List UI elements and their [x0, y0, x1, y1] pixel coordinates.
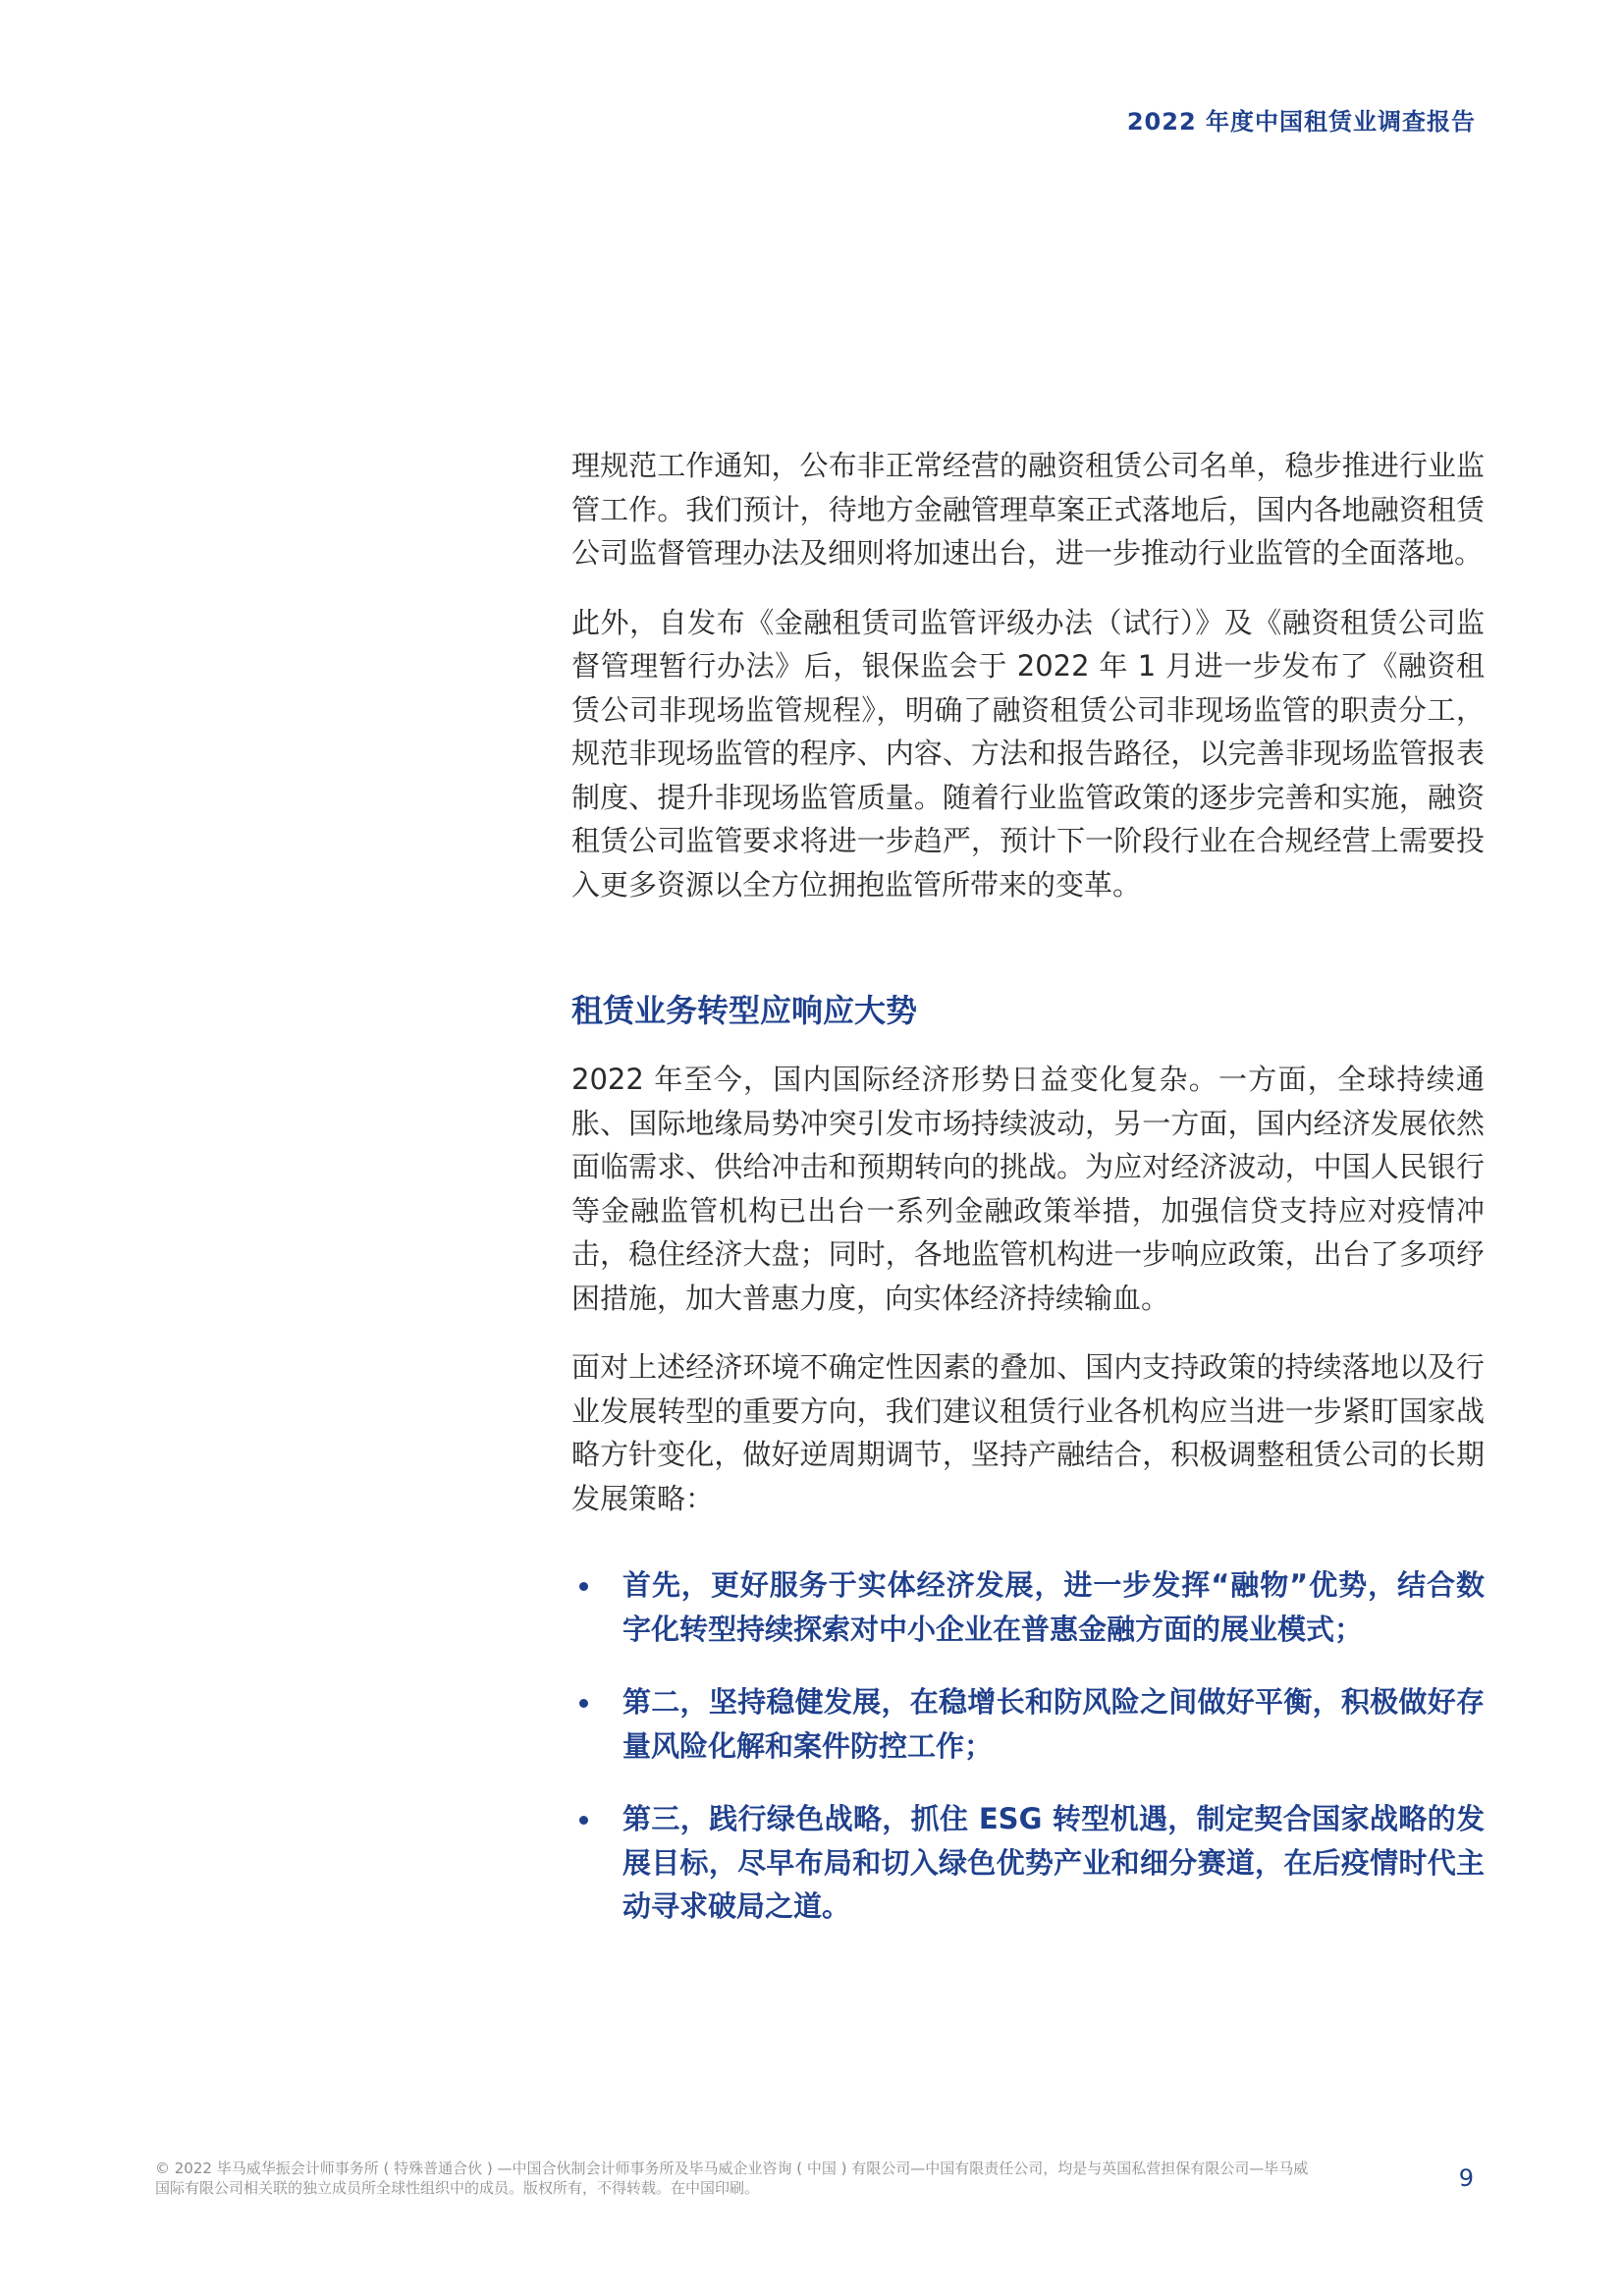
bullet-icon: [579, 1582, 588, 1591]
paragraph-economic-situation: 2022 年至今，国内国际经济形势日益变化复杂。一方面，全球持续通胀、国际地缘局势冲突引发市场持续波动，另一方面，国内经济发展依然面临需求、供给冲击和预期转向的挑战。为应对经济波动，中国人民银行等金融监管机构已出台一系列金融政策举措，加强信贷支持应对疫情冲击，稳住经济大盘；同时，各地监管机构进一步响应政策，出台了多项纾困措施，加大普惠力度，向实体经济持续输血。: [571, 1063, 1485, 1315]
list-item: [571, 1563, 1485, 1651]
bullet-icon: [579, 1699, 588, 1708]
list-item: [571, 1797, 1485, 1929]
paragraph-regulation-notice: 理规范工作通知，公布非正常经营的融资租赁公司名单，稳步推进行业监管工作。我们预计，待地方金融管理草案正式落地后，国内各地融资租赁公司监督管理办法及细则将加速出台，进一步推动行业监管的全面落地。: [571, 449, 1485, 570]
main-content: [571, 444, 1485, 1958]
bullet-icon: [579, 1816, 588, 1825]
report-title: 2022 年度中国租赁业调查报告: [1126, 108, 1476, 136]
bullet-text: 第三，践行绿色战略，抓住 ESG 转型机遇，制定契合国家战略的发展目标，尽早布局和切入绿色优势产业和细分赛道，在后疫情时代主动寻求破局之道。: [622, 1802, 1485, 1923]
copyright-footer: [155, 2159, 1432, 2198]
paragraph-offsite-supervision: 此外，自发布《金融租赁司监管评级办法（试行）》及《融资租赁公司监督管理暂行办法》后，银保监会于 2022 年 1 月进一步发布了《融资租赁公司非现场监管规程》，明确了融资租赁公司非现场监管的职责分工，规范非现场监管的程序、内容、方法和报告路径，以完善非现场监管报表制度、提升非现场监管质量。随着行业监管政策的逐步完善和实施，融资租赁公司监管要求将进一步趋严，预计下一阶段行业在合规经营上需要投入更多资源以全方位拥抱监管所带来的变革。: [571, 605, 1485, 902]
list-item: [571, 1680, 1485, 1768]
bullet-text: 第二，坚持稳健发展，在稳增长和防风险之间做好平衡，积极做好存量风险化解和案件防控工作；: [622, 1685, 1485, 1763]
copyright-line: 国际有限公司相关联的独立成员所全球性组织中的成员。版权所有，不得转载。在中国印刷。: [155, 2179, 760, 2197]
page-number: 9: [1458, 2164, 1474, 2192]
section-heading: 租赁业务转型应响应大势: [571, 992, 918, 1029]
copyright-line: © 2022 毕马威华振会计师事务所 ( 特殊普通合伙 ) —中国合伙制会计师事务所及毕马威企业咨询 ( 中国 ) 有限公司—中国有限责任公司，均是与英国私营担保有限公司—毕马威: [155, 2159, 1309, 2177]
paragraph-recommendations-intro: 面对上述经济环境不确定性因素的叠加、国内支持政策的持续落地以及行业发展转型的重要方向，我们建议租赁行业各机构应当进一步紧盯国家战略方针变化，做好逆周期调节，坚持产融结合，积极调整租赁公司的长期发展策略：: [571, 1350, 1485, 1515]
bullet-text: 首先，更好服务于实体经济发展，进一步发挥“融物”优势，结合数字化转型持续探索对中小企业在普惠金融方面的展业模式；: [622, 1568, 1485, 1646]
recommendation-list: [571, 1563, 1485, 1929]
